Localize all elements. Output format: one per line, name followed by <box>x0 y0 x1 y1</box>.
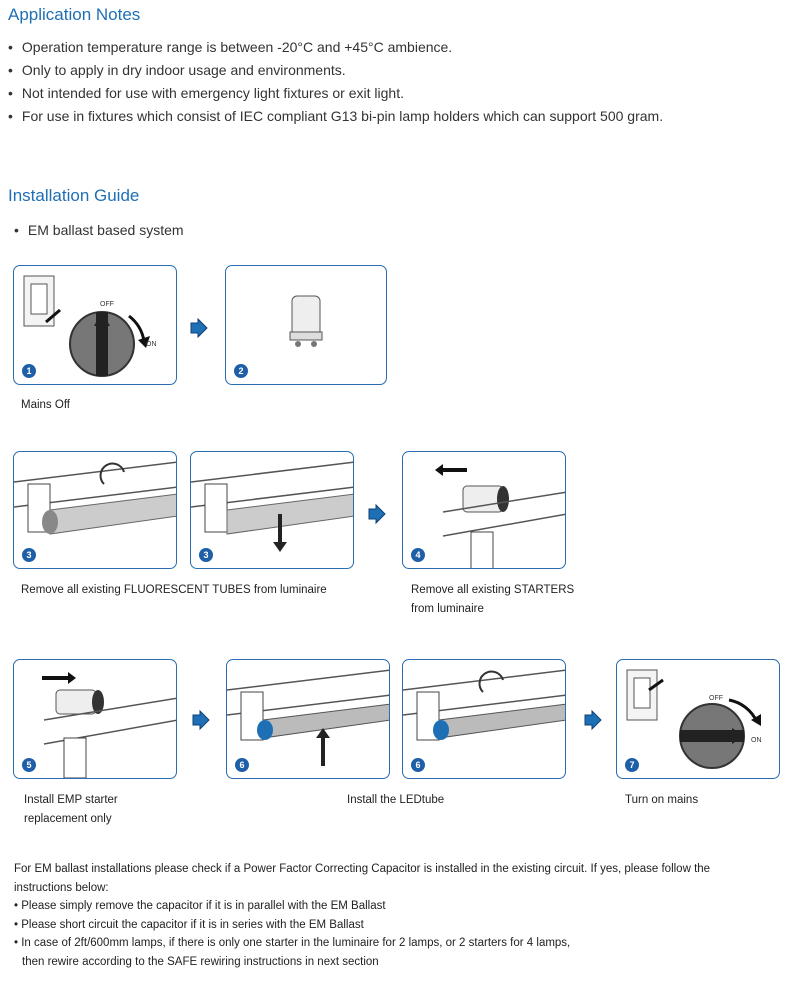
list-item: • Please simply remove the capacitor if it is in parallel with the EM Ballast <box>14 900 386 912</box>
ledtube-insert-illustration <box>227 660 390 779</box>
caption-remove-starters-line1: Remove all existing STARTERS <box>411 584 575 596</box>
list-item: • EM ballast based system <box>14 219 184 242</box>
step-badge: 3 <box>199 548 213 562</box>
application-notes-list <box>8 36 663 128</box>
caption-mains-off: Mains Off <box>21 399 70 411</box>
off-label: OFF <box>709 695 723 702</box>
caption-remove-tubes: Remove all existing FLUORESCENT TUBES from luminaire <box>21 584 327 596</box>
caption-install-emp-line2: replacement only <box>24 813 112 825</box>
caption-remove-starters-line2: from luminaire <box>411 603 484 615</box>
switch-off-illustration <box>14 266 177 385</box>
caption-install-led: Install the LEDtube <box>347 794 445 806</box>
switch-on-illustration <box>617 660 780 779</box>
starter-remove-illustration <box>403 452 566 569</box>
next-arrow-icon <box>190 318 208 338</box>
list-item: • In case of 2ft/600mm lamps, if there is only one starter in the luminaire for 2 lamps, or 2 starters for 4 lamps, <box>14 937 571 949</box>
caption-install-emp-line1: Install EMP starter <box>24 794 118 806</box>
emp-starter-install-illustration <box>14 660 177 779</box>
step-badge: 5 <box>22 758 36 772</box>
step-7-panel <box>616 659 780 779</box>
installation-guide-heading: Installation Guide <box>8 186 140 205</box>
step-5-panel <box>13 659 177 779</box>
step-3b-panel <box>190 451 354 569</box>
list-item-continuation: then rewire according to the SAFE rewiring instructions in next section <box>22 955 379 968</box>
next-arrow-icon <box>192 710 210 730</box>
note-intro-line1: For EM ballast installations please check if a Power Factor Correcting Capacitor is installed in the existing circuit. If yes, please follow the <box>14 863 711 875</box>
step-6a-panel <box>226 659 390 779</box>
list-item: • Only to apply in dry indoor usage and environments. <box>8 59 663 82</box>
step-badge: 4 <box>411 548 425 562</box>
step-1-panel <box>13 265 177 385</box>
tube-remove-illustration <box>191 452 354 569</box>
step-badge: 6 <box>235 758 249 772</box>
step-badge: 3 <box>22 548 36 562</box>
tube-rotate-illustration <box>14 452 177 569</box>
next-arrow-icon <box>368 504 386 524</box>
step-4-panel <box>402 451 566 569</box>
capacitor-note <box>14 860 784 971</box>
application-notes-heading: Application Notes <box>8 5 141 24</box>
starter-icon <box>226 266 387 385</box>
step-badge: 7 <box>625 758 639 772</box>
caption-turn-on: Turn on mains <box>625 794 699 806</box>
note-intro-line2: instructions below: <box>14 881 109 894</box>
next-arrow-icon <box>584 710 602 730</box>
on-label: ON <box>751 737 762 744</box>
list-item: • Please short circuit the capacitor if it is in series with the EM Ballast <box>14 918 364 931</box>
off-label: OFF <box>100 301 114 308</box>
step-badge: 2 <box>234 364 248 378</box>
step-badge: 6 <box>411 758 425 772</box>
list-item: • Not intended for use with emergency light fixtures or exit light. <box>8 82 663 105</box>
list-item: • For use in fixtures which consist of IEC compliant G13 bi-pin lamp holders which can support 500 gram. <box>8 105 663 128</box>
step-badge: 1 <box>22 364 36 378</box>
on-label: ON <box>146 341 157 348</box>
step-3a-panel <box>13 451 177 569</box>
step-2-panel <box>225 265 387 385</box>
ledtube-rotate-illustration <box>403 660 566 779</box>
list-item: • Operation temperature range is between -20°C and +45°C ambience. <box>8 36 663 59</box>
system-type-list <box>14 219 184 242</box>
step-6b-panel <box>402 659 566 779</box>
